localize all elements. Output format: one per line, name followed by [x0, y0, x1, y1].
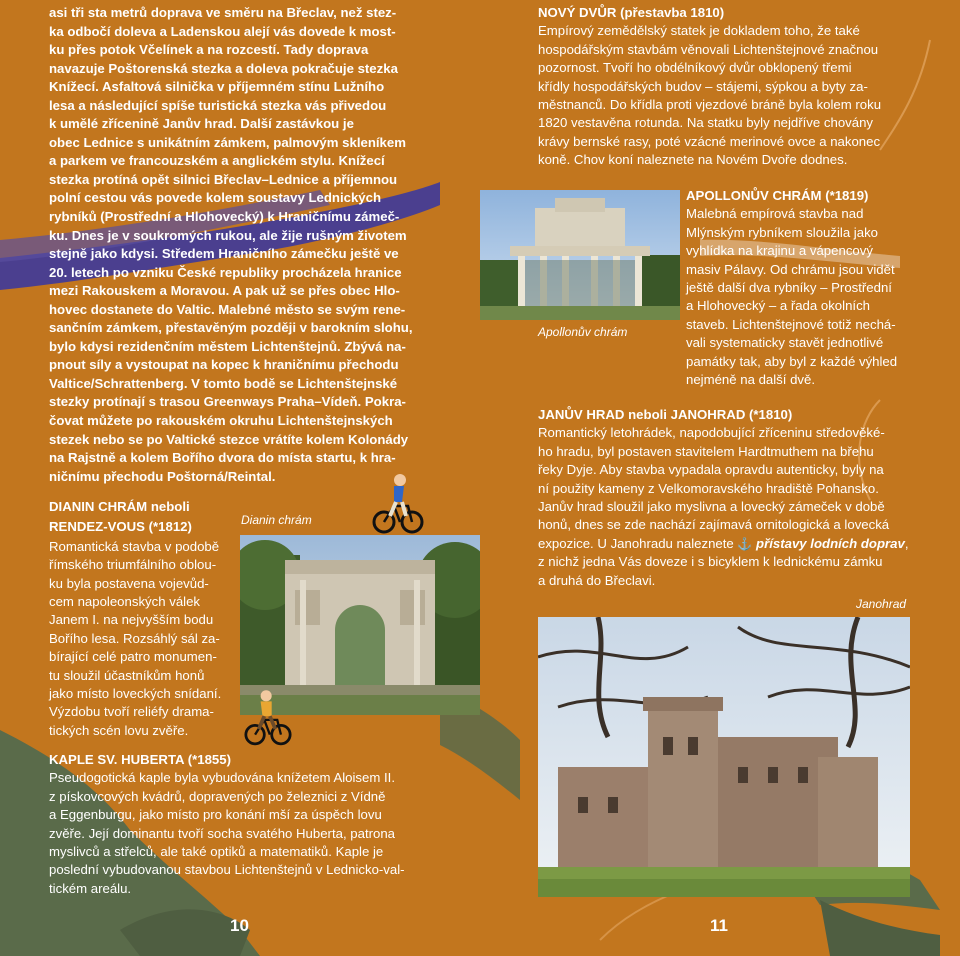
route-line: ku přes potok Včelínek a na rozcestí. Tady doprava: [49, 42, 369, 58]
route-line: Knížecí. Asfaltová silnička v příjemném stínu Lužního: [49, 79, 385, 95]
janohrad-section: [538, 406, 928, 590]
novy-line: 1820 vestavěna rotunda. Na statku byly nejdříve chovány: [538, 115, 874, 131]
route-line: a parkem ve francouzském a anglickém stylu. Knížecí: [49, 153, 385, 169]
janohrad-line: a druhá do Břeclavi.: [538, 572, 656, 588]
route-line: mezi Rakouskem a Moravou. A pak už se přes obec Hlo-: [49, 283, 400, 299]
apollon-caption: Apollonův chrám: [538, 325, 628, 339]
cyclist-icon: [372, 472, 424, 536]
kaple-line: zvěře. Její dominantu tvoří socha svatého Huberta, patrona: [49, 825, 395, 841]
janohrad-line: řeky Dyje. Aby stavba vypadala opravdu autenticky, byly na: [538, 462, 884, 478]
janohrad-line: Romantický letohrádek, napodobující zříceninu středověké-: [538, 425, 885, 441]
apollon-line: Mlýnským rybníkem sloužila jako: [686, 224, 879, 240]
apollon-line: památky tak, aby byl z každé výhled: [686, 353, 898, 369]
novy-dvur-section: [538, 4, 918, 170]
novy-line: křídly hospodářských budov – stájemi, sýpkou a byty za-: [538, 78, 868, 94]
apollon-line: nejméně na další dvě.: [686, 372, 816, 388]
route-line: rybníků (Prostřední a Hlohovecký) k Hraničnímu zámeč-: [49, 209, 400, 225]
dianin-text: [49, 538, 239, 740]
janohrad-line-link: [538, 535, 928, 553]
novy-line: hospodářským stavbám věnovali Lichtenštejnové značnou: [538, 41, 879, 57]
apollon-line: vyhlídka na krajinu a vápencový: [686, 243, 873, 259]
route-line: ničnímu přechodu Poštorná/Reintal.: [49, 468, 276, 484]
janohrad-caption: Janohrad: [856, 597, 907, 611]
dianin-section: [49, 498, 239, 740]
dianin-line: Romantická stavba v podobě: [49, 538, 220, 554]
novy-line: pozornost. Tvoří ho obdélníkový dvůr obklopený třemi: [538, 60, 852, 76]
dianin-line: Janem I. na nejvyšším bodu: [49, 612, 214, 628]
link-suffix: ,: [904, 535, 909, 551]
route-line: čovat můžete po rakouském okruhu Lichtenštejnských: [49, 413, 393, 429]
janohrad-line: expozice. U Janohradu naleznete: [538, 535, 734, 551]
kaple-line: z pískovcových kvádrů, dopravených po železnici z Vídně: [49, 788, 386, 804]
janohrad-line: z nichž jedna Vás doveze i s bicyklem k lednickému zámku: [538, 554, 883, 570]
kaple-line: myslivců a střelců, ale také optiků a matematiků. Kaple je: [49, 844, 384, 860]
dianin-line: Výzdobu tvoří reliéfy drama-: [49, 704, 214, 720]
route-line: bylo kdysi rezidenčním městem Lichtenštejnů. Zbývá na-: [49, 338, 406, 354]
janohrad-title: JANŮV HRAD neboli JANOHRAD (*1810): [538, 407, 793, 422]
kaple-line: a Eggenburgu, jako místo pro konání mší za úspěch lovu: [49, 807, 382, 823]
dianin-line: tických scén lovu zvěře.: [49, 722, 189, 738]
janohrad-line: ho hradu, byl postaven stavitelem Hardtmuthem na břehu: [538, 443, 874, 459]
dianin-caption: Dianin chrám: [241, 513, 312, 527]
route-line: k umělé zřícenině Janův hrad. Další zastávkou je: [49, 116, 354, 132]
dianin-line: římského triumfálního oblou-: [49, 557, 217, 573]
apollon-line: masiv Pálavy. Od chrámu jsou vidět: [686, 261, 895, 277]
route-line: Valtice/Schrattenberg. V tomto bodě se Lichtenštejnské: [49, 375, 398, 391]
kaple-line: tickém areálu.: [49, 880, 132, 896]
apollon-line: staveb. Lichtenštejnové totiž nechá-: [686, 316, 896, 332]
dianin-line: tu sloužil účastníkům honů: [49, 667, 205, 683]
route-line: hovec dostanete do Valtic. Malebné město se svým rene-: [49, 301, 406, 317]
apollon-section: [686, 187, 926, 389]
novy-line: koně. Chov koní naleznete na Novém Dvoře dodnes.: [538, 152, 848, 168]
dianin-title: DIANIN CHRÁM neboli: [49, 499, 190, 514]
kaple-line: Pseudogotická kaple byla vybudována knížetem Aloisem II.: [49, 770, 396, 786]
route-line: pnout síly a vystoupat na kopec k hraničnímu přechodu: [49, 357, 399, 373]
apollon-photo: [480, 190, 680, 320]
apollon-line: Malebná empírová stavba nad: [686, 206, 864, 222]
dianin-line: cem napoleonských válek: [49, 594, 201, 610]
boat-transport-link[interactable]: přístavy lodních doprav: [756, 535, 905, 551]
cyclist-icon: [244, 686, 292, 750]
novy-line: městnanců. Do křídla proti vjezdové bráně byla kolem roku: [538, 97, 882, 113]
janohrad-line: honů, dnes se zde nachází zajímavá ornitologická a lovecká: [538, 517, 890, 533]
page-number-left: 10: [230, 916, 249, 935]
route-line: navazuje Poštorenská stezka a doleva pokračuje stezka: [49, 60, 398, 76]
novy-line: Empírový zemědělský statek je dokladem toho, že také: [538, 23, 860, 39]
route-line: ku. Dnes je v soukromých rukou, ale žije rušným životem: [49, 227, 407, 243]
dianin-line: ku byla postavena vojevůd-: [49, 575, 209, 591]
novy-line: krávy bernské rasy, poté vzácné merinové ovce a nakonec: [538, 133, 881, 149]
dianin-line: bírající celé patro monumen-: [49, 649, 217, 665]
apollon-line: a Hlohovecký – a řada okolních: [686, 298, 871, 314]
route-line: asi tři sta metrů doprava ve směru na Břeclav, než stez-: [49, 5, 397, 20]
route-line: stezek nebo se po Valtické stezce vrátíte kolem Kolonády: [49, 431, 409, 447]
dianin-line: Bořího lesa. Rozsáhlý sál za-: [49, 630, 220, 646]
route-line: 20. letech po vzniku České republiky procházela hranice: [49, 264, 402, 280]
janohrad-line: ní použity kameny z Velkomoravského hradiště Pohansko.: [538, 480, 879, 496]
kaple-section: [49, 751, 429, 898]
route-line: ka odbočí doleva a Ladenskou alejí vás dovede k most-: [49, 23, 396, 39]
apollon-line: ještě další dva rybníky – Prostřední: [686, 280, 892, 296]
kaple-title: KAPLE SV. HUBERTA (*1855): [49, 752, 231, 767]
janohrad-line: Janův hrad sloužil jako myslivna a lovecký zámeček v době: [538, 499, 885, 515]
apollon-title: APOLLONŮV CHRÁM (*1819): [686, 188, 869, 203]
dianin-title-2: RENDEZ-VOUS (*1812): [49, 519, 192, 535]
route-description: [49, 4, 429, 486]
novy-dvur-title: NOVÝ DVŮR (přestavba 1810): [538, 5, 725, 20]
route-line: stezka protíná opět silnici Břeclav–Lednice a příjemnou: [49, 171, 398, 187]
page-number-right: 11: [710, 916, 728, 935]
route-line: stejně jako kdysi. Středem Hraničního zámečku ještě ve: [49, 246, 399, 262]
route-line: obec Lednice s unikátním zámkem, palmovým skleníkem: [49, 134, 406, 150]
route-line: lesa a následující spíše turistická stezka vás přivedou: [49, 97, 387, 113]
route-line: polní cestou vás povede kolem soustavy Lednických: [49, 190, 381, 206]
route-line: stezky protínají s trasou Greenways Praha–Vídeň. Pokra-: [49, 394, 406, 410]
janohrad-photo: [538, 617, 910, 897]
dianin-line: jako místo loveckých snídaní.: [49, 686, 222, 702]
kaple-line: poslední vybudovanou stavbou Lichtenštejnů v Lednicko-val-: [49, 862, 405, 878]
apollon-line: vali systematicky stavět jednotlivé: [686, 335, 884, 351]
route-line: sančním zámkem, přestavěným později v barokním slohu,: [49, 320, 413, 336]
anchor-icon: ⚓: [737, 536, 753, 551]
route-line: na Rajstně a kolem Bořího dvora do místa startu, k hra-: [49, 450, 396, 466]
